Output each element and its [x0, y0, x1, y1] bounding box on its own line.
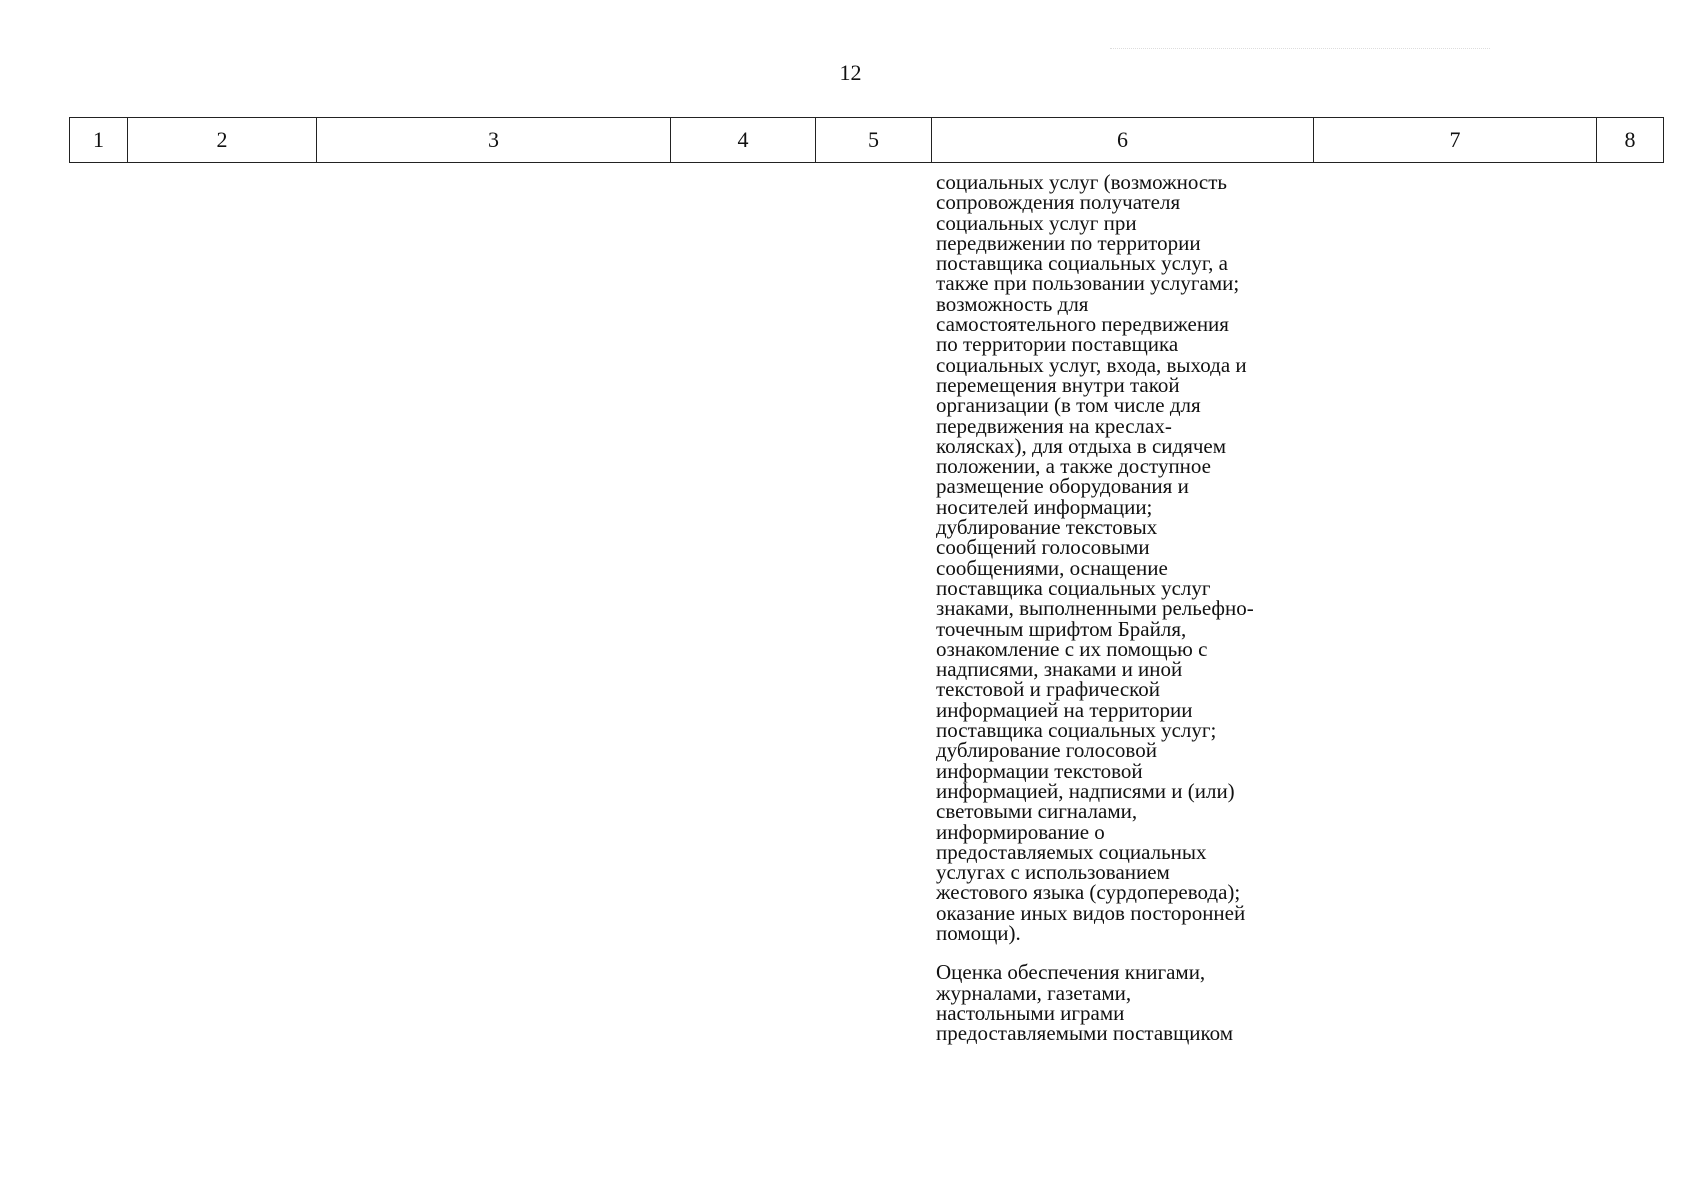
column-header-7: 7: [1314, 118, 1597, 163]
column-6-content: [936, 170, 1316, 1046]
column-6-paragraph-books-assessment: Оценка обеспечения книгами, журналами, газетами, настольными играми предоставляемыми поставщиком: [936, 960, 1234, 1046]
scan-artifact: [1110, 48, 1490, 51]
table-header-row: [70, 118, 1664, 163]
table-header: [69, 117, 1664, 163]
column-header-8: 8: [1597, 118, 1664, 163]
column-6-paragraph-accessibility: социальных услуг (возможность сопровождения получателя социальных услуг при передвижении по территории поставщика социальных услуг, а также при пользовании услугами; возможность для самостоятельного передвижения по территории поставщика социальных услуг, входа, выхода и перемещения внутри такой организации (в том числе для передвижения на креслах- колясках), для отдыха в сидячем положении, а также доступное размещение оборудования и носителей информации; дублирование текстовых сообщений голосовыми сообщениями, оснащение поставщика социальных услуг знаками, выполненными рельефно- точечным шрифтом Брайля, ознакомление с их помощью с надписями, знаками и иной текстовой и графической информацией на территории поставщика социальных услуг; дублирование голосовой информации текстовой информацией, надписями и (или) световыми сигналами, информирование о предоставляемых социальных услугах с использованием жестового языка (сурдоперевода); оказание иных видов посторонней помощи).: [936, 170, 1254, 945]
column-header-3: 3: [317, 118, 671, 163]
page-number: 12: [839, 60, 862, 85]
column-header-1: 1: [70, 118, 128, 163]
column-header-2: 2: [128, 118, 317, 163]
column-header-4: 4: [671, 118, 816, 163]
column-header-6: 6: [932, 118, 1314, 163]
column-header-5: 5: [816, 118, 932, 163]
